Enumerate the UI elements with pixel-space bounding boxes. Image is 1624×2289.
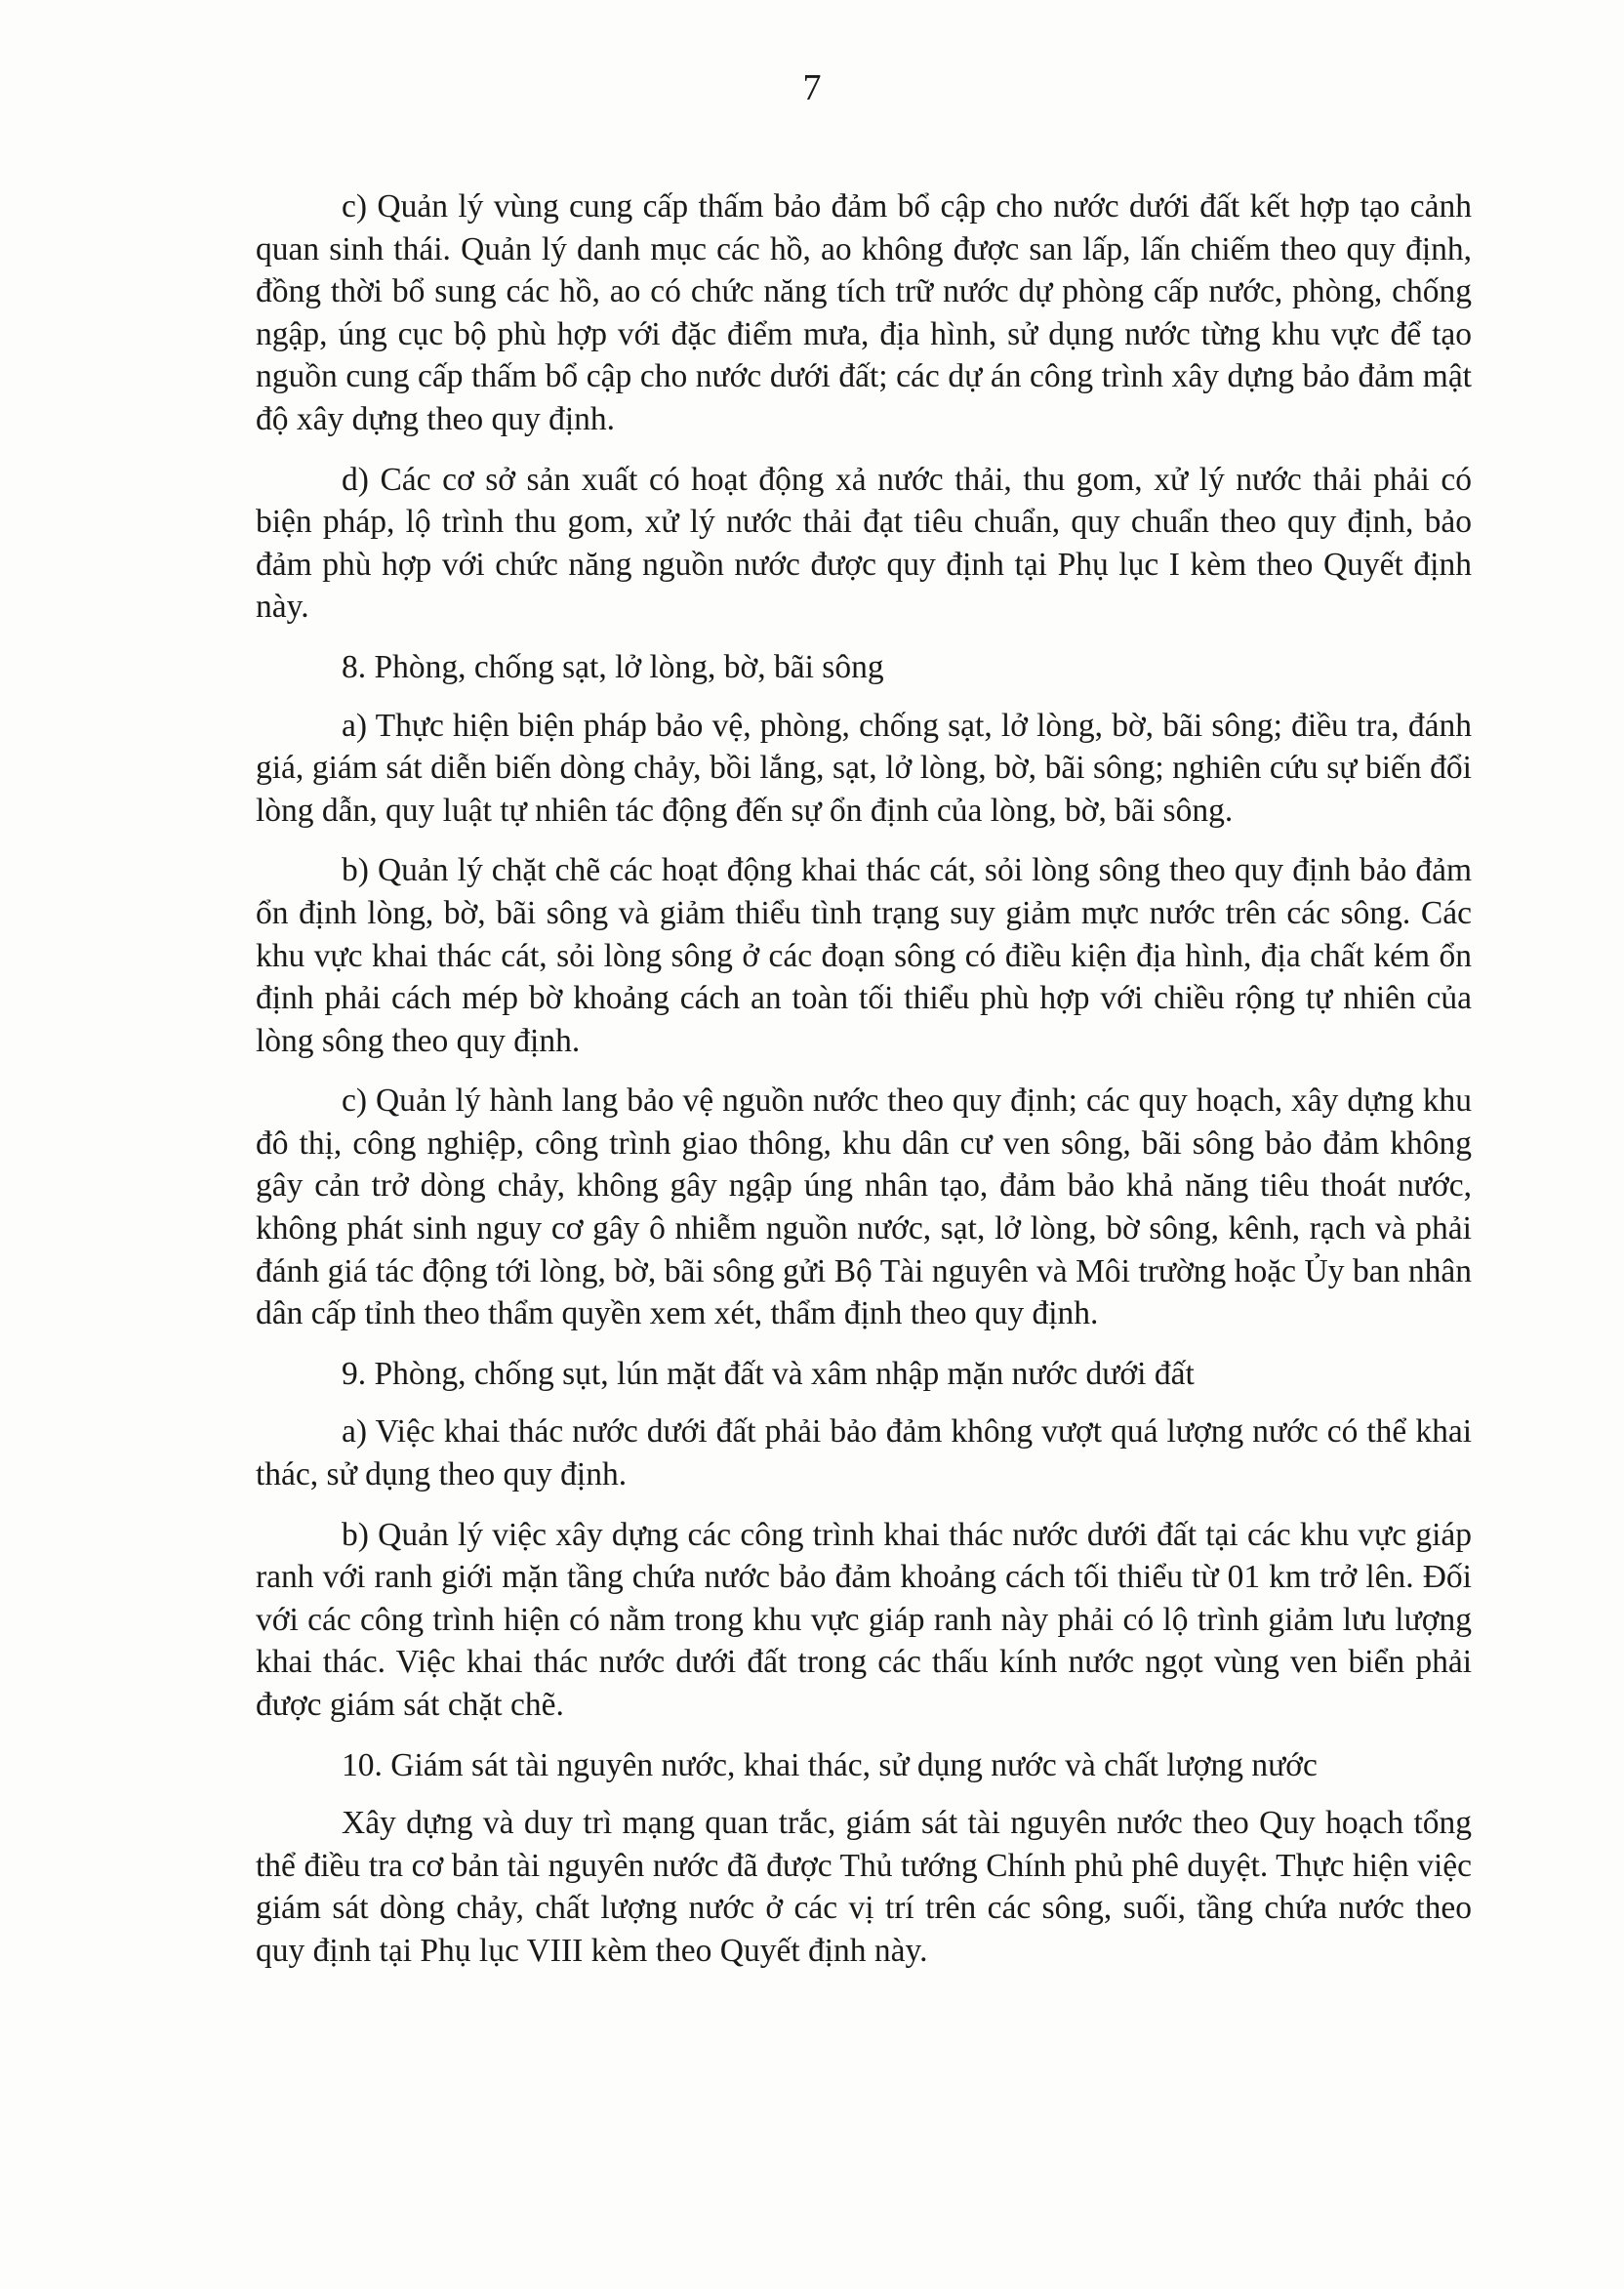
paragraph-9a: a) Việc khai thác nước dưới đất phải bảo đảm không vượt quá lượng nước có thể khai thác, sử dụng theo quy định. xyxy=(256,1413,1472,1493)
paragraph-7c: c) Quản lý vùng cung cấp thấm bảo đảm bổ cập cho nước dưới đất kết hợp tạo cảnh quan sinh thái. Quản lý danh mục các hồ, ao không được san lấp, lấn chiếm theo quy định, đồng thời bổ sung các hồ, ao có chức năng tích trữ nước dự phòng cấp nước, phòng, chống ngập, úng cục bộ phù hợp với đặc điểm mưa, địa hình, sử dụng nước từng khu vực để tạo nguồn cung cấp thấm bổ cập cho nước dưới đất; các dự án công trình xây dựng bảo đảm mật độ xây dựng theo quy định. xyxy=(256,188,1472,437)
section-heading-8: 8. Phòng, chống sạt, lở lòng, bờ, bãi sông xyxy=(342,648,884,685)
paragraph-8c: c) Quản lý hành lang bảo vệ nguồn nước theo quy định; các quy hoạch, xây dựng khu đô thị, công nghiệp, công trình giao thông, khu dân cư ven sông, bãi sông bảo đảm không gây cản trở dòng chảy, không gây ngập úng nhân tạo, đảm bảo khả năng tiêu thoát nước, không phát sinh nguy cơ gây ô nhiễm nguồn nước, sạt, lở lòng, bờ sông, kênh, rạch và phải đánh giá tác động tới lòng, bờ, bãi sông gửi Bộ Tài nguyên và Môi trường hoặc Ủy ban nhân dân cấp tỉnh theo thẩm quyền xem xét, thẩm định theo quy định. xyxy=(256,1083,1472,1332)
paragraph-10-body: Xây dựng và duy trì mạng quan trắc, giám sát tài nguyên nước theo Quy hoạch tổng thể điều tra cơ bản tài nguyên nước đã được Thủ tướng Chính phủ phê duyệt. Thực hiện việc giám sát dòng chảy, chất lượng nước ở các vị trí trên các sông, suối, tầng chứa nước theo quy định tại Phụ lục VIII kèm theo Quyết định này. xyxy=(256,1805,1472,1969)
section-heading-10: 10. Giám sát tài nguyên nước, khai thác, sử dụng nước và chất lượng nước xyxy=(342,1746,1318,1783)
paragraph-8a: a) Thực hiện biện pháp bảo vệ, phòng, chống sạt, lở lòng, bờ, bãi sông; điều tra, đánh giá, giám sát diễn biến dòng chảy, bồi lắng, sạt, lở lòng, bờ, bãi sông; nghiên cứu sự biến đổi lòng dẫn, quy luật tự nhiên tác động đến sự ổn định của lòng, bờ, bãi sông. xyxy=(256,707,1472,829)
page-number: 7 xyxy=(802,67,822,108)
paragraph-9b: b) Quản lý việc xây dựng các công trình khai thác nước dưới đất tại các khu vực giáp ranh với ranh giới mặn tầng chứa nước bảo đảm khoảng cách tối thiểu từ 01 km trở lên. Đối với các công trình hiện có nằm trong khu vực giáp ranh này phải có lộ trình giảm lưu lượng khai thác. Việc khai thác nước dưới đất trong các thấu kính nước ngọt vùng ven biển phải được giám sát chặt chẽ. xyxy=(256,1516,1472,1723)
section-heading-9: 9. Phòng, chống sụt, lún mặt đất và xâm nhập mặn nước dưới đất xyxy=(342,1355,1195,1392)
paragraph-8b: b) Quản lý chặt chẽ các hoạt động khai thác cát, sỏi lòng sông theo quy định bảo đảm ổn định lòng, bờ, bãi sông và giảm thiểu tình trạng suy giảm mực nước trên các sông. Các khu vực khai thác cát, sỏi lòng sông ở các đoạn sông có điều kiện địa hình, địa chất kém ổn định phải cách mép bờ khoảng cách an toàn tối thiểu phù hợp với chiều rộng tự nhiên của lòng sông theo quy định. xyxy=(256,852,1472,1059)
paragraph-7d: d) Các cơ sở sản xuất có hoạt động xả nước thải, thu gom, xử lý nước thải phải có biện pháp, lộ trình thu gom, xử lý nước thải đạt tiêu chuẩn, quy chuẩn theo quy định, bảo đảm phù hợp với chức năng nguồn nước được quy định tại Phụ lục I kèm theo Quyết định này. xyxy=(256,461,1472,626)
document-body xyxy=(256,185,1472,1990)
